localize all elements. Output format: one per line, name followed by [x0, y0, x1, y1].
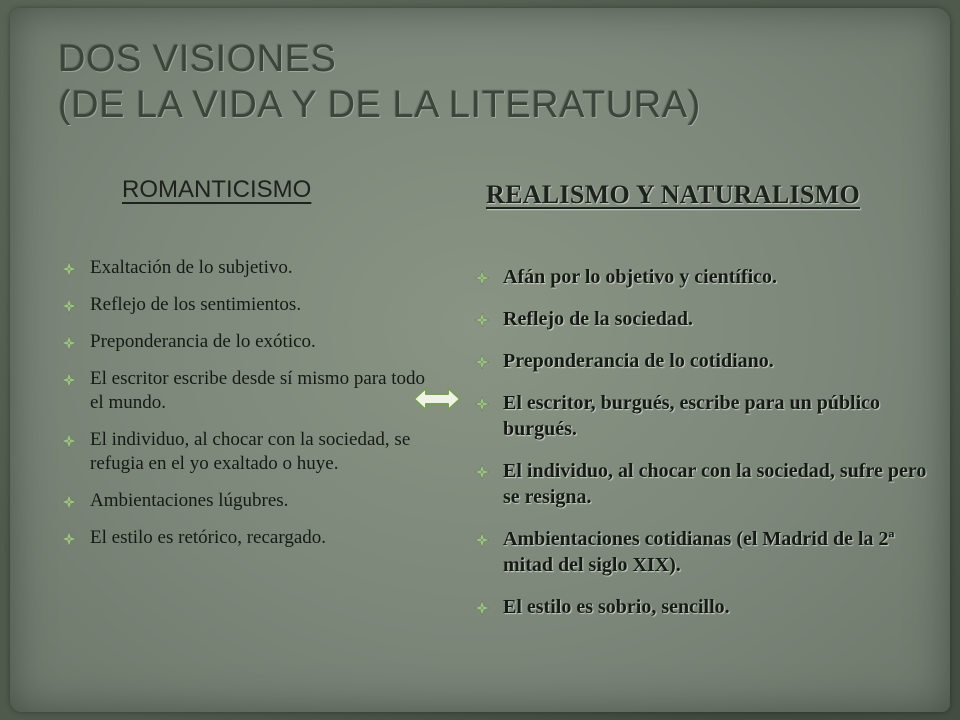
diamond-bullet-icon	[475, 465, 489, 479]
list-item	[62, 428, 432, 476]
list-item	[62, 526, 432, 550]
diamond-bullet-icon	[62, 262, 76, 276]
diamond-bullet-icon	[475, 355, 489, 369]
list-item-text: Reflejo de la sociedad.	[503, 308, 693, 330]
list-item	[475, 526, 935, 578]
list-item-text: Ambientaciones lúgubres.	[90, 490, 289, 511]
list-item-text: Preponderancia de lo cotidiano.	[503, 350, 774, 372]
slide-title-line-1: DOS VISIONES	[58, 38, 337, 80]
list-item-text: El individuo, al chocar con la sociedad, se refugia en el yo exaltado o huye.	[90, 429, 411, 474]
diamond-bullet-icon	[62, 373, 76, 387]
list-item	[62, 256, 432, 280]
list-item	[62, 489, 432, 513]
list-item	[62, 293, 432, 317]
diamond-bullet-icon	[62, 434, 76, 448]
romanticismo-heading: ROMANTICISMO	[122, 176, 312, 203]
list-item	[475, 348, 935, 374]
list-item-text: El escritor escribe desde sí mismo para todo el mundo.	[90, 368, 426, 413]
slide-title-line-2: (DE LA VIDA Y DE LA LITERATURA)	[58, 84, 701, 126]
list-item-text: Preponderancia de lo exótico.	[90, 331, 316, 352]
diamond-bullet-icon	[62, 299, 76, 313]
list-item-text: El estilo es sobrio, sencillo.	[503, 596, 730, 618]
realismo-heading: REALISMO Y NATURALISMO	[486, 180, 861, 209]
list-item	[475, 306, 935, 332]
double-arrow-icon	[412, 385, 462, 413]
diamond-bullet-icon	[475, 601, 489, 615]
diamond-bullet-icon	[62, 336, 76, 350]
diamond-bullet-icon	[475, 533, 489, 547]
list-item-text: Exaltación de lo subjetivo.	[90, 257, 293, 278]
list-item-text: El individuo, al chocar con la sociedad, sufre pero se resigna.	[503, 460, 927, 508]
list-item-text: Afán por lo objetivo y científico.	[503, 266, 778, 288]
list-item-text: Ambientaciones cotidianas (el Madrid de la 2ª mitad del siglo XIX).	[503, 528, 895, 576]
list-item-text: Reflejo de los sentimientos.	[90, 294, 302, 315]
romanticismo-list	[62, 256, 432, 563]
list-item-text: El escritor, burgués, escribe para un público burgués.	[503, 392, 881, 440]
list-item	[62, 330, 432, 354]
list-item	[475, 390, 935, 442]
realismo-list	[475, 264, 935, 636]
list-item-text: El estilo es retórico, recargado.	[90, 527, 326, 548]
diamond-bullet-icon	[62, 532, 76, 546]
diamond-bullet-icon	[475, 313, 489, 327]
diamond-bullet-icon	[475, 397, 489, 411]
diamond-bullet-icon	[475, 271, 489, 285]
list-item	[475, 264, 935, 290]
diamond-bullet-icon	[62, 495, 76, 509]
slide-title	[58, 36, 701, 128]
list-item	[475, 594, 935, 620]
list-item	[62, 367, 432, 415]
list-item	[475, 458, 935, 510]
